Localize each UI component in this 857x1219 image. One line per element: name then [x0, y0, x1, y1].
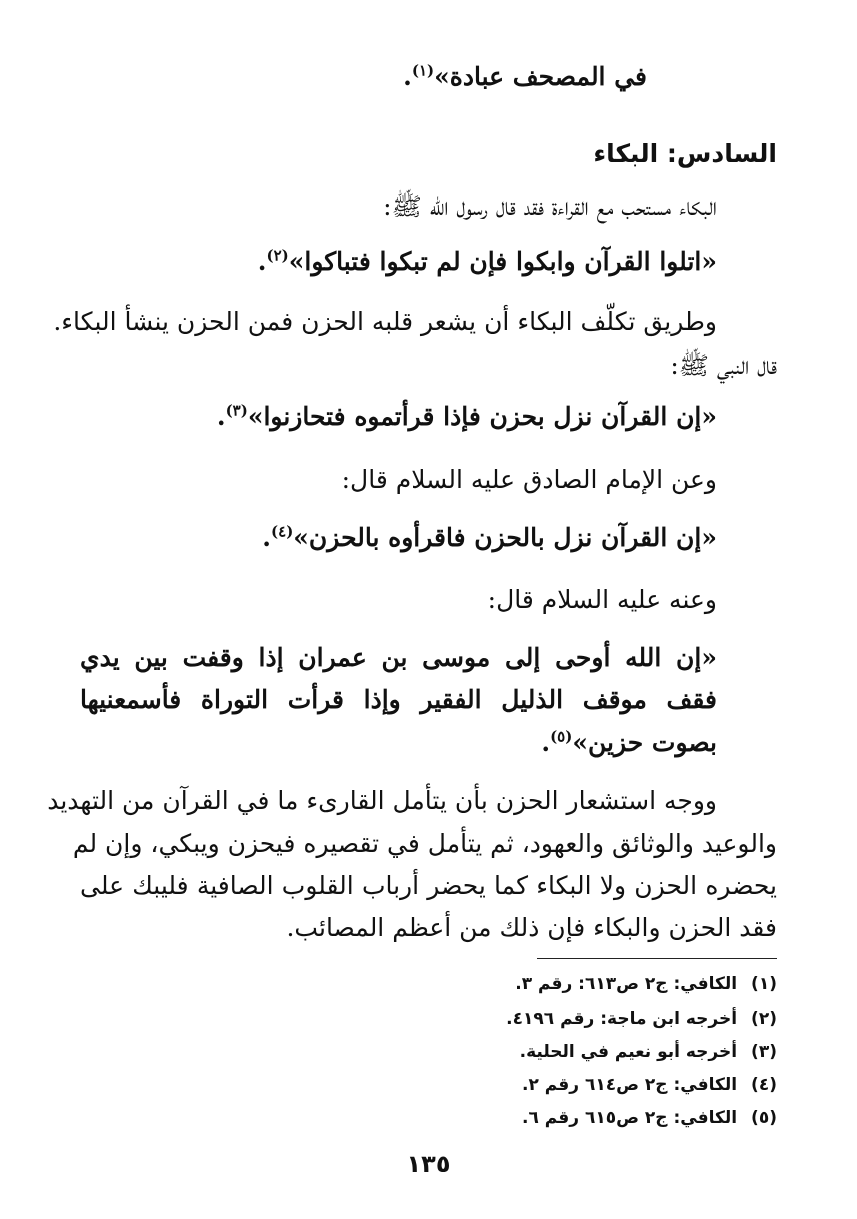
paragraph-final-line-2: والوعيد والوثائق والعهود، ثم يتأمل في تقصيره فيحزن ويبكي، وإن لم [72, 829, 777, 858]
paragraph-intro: البكاء مستحب مع القراءة فقد قال رسول الله ﷺ: [383, 192, 717, 221]
footnote-1 [80, 972, 777, 996]
footnote-ref-3: (٣) [225, 401, 248, 420]
paragraph-method: وطريق تكلّف البكاء أن يشعر قلبه الحزن فمن الحزن ينشأ البكاء. [53, 307, 717, 336]
quote-3 [80, 521, 717, 555]
footnote-2-text: أخرجه ابن ماجة: رقم ٤١٩٦. [506, 1009, 738, 1029]
footnote-2-number: (٢) [751, 1009, 777, 1029]
footnote-3 [80, 1040, 777, 1064]
quote-4-end: . [541, 728, 551, 757]
continuation-text: في المصحف عبادة» [434, 62, 647, 91]
continuation-line [80, 60, 647, 94]
paragraph-final-line-1: ووجه استشعار الحزن بأن يتأمل القارىء ما في القرآن من التهديد [47, 786, 717, 815]
quote-2-text: «إن القرآن نزل بحزن فإذا قرأتموه فتحازنوا» [247, 402, 717, 431]
quote-1-end: . [257, 247, 267, 276]
footnote-2 [80, 1007, 777, 1031]
quote-1-text: «اتلوا القرآن وابكوا فإن لم تبكوا فتباكوا» [288, 247, 717, 276]
page-number: ١٣٥ [406, 1150, 451, 1178]
footnote-5-number: (٥) [751, 1108, 777, 1128]
quote-3-text: «إن القرآن نزل بالحزن فاقرأوه بالحزن» [293, 523, 717, 552]
footnote-5-text: الكافي: ج٢ ص٦١٥ رقم ٦. [522, 1108, 738, 1128]
footnote-5 [80, 1106, 777, 1130]
paragraph-sadiq-said: وعن الإمام الصادق عليه السلام قال: [341, 465, 717, 494]
paragraph-prophet-said: قال النبي ﷺ: [670, 351, 777, 380]
paragraph-final-line-3: يحضره الحزن ولا البكاء كما يحضر أرباب القلوب الصافية فليبك على [80, 871, 777, 900]
footnote-3-number: (٣) [751, 1042, 777, 1062]
footnote-ref-1: (١) [411, 61, 435, 80]
footnote-4 [80, 1073, 777, 1097]
continuation-end: . [403, 62, 412, 91]
footnote-1-text: الكافي: ج٢ ص٦١٣: رقم ٣. [515, 974, 738, 994]
footnote-ref-4: (٤) [271, 522, 294, 541]
footnote-4-text: الكافي: ج٢ ص٦١٤ رقم ٢. [522, 1075, 738, 1095]
quote-4-line-2: فقف موقف الذليل الفقير وإذا قرأت التوراة فأسمعنيها [80, 685, 717, 714]
footnote-ref-2: (٢) [266, 246, 289, 265]
quote-2-end: . [216, 402, 226, 431]
footnote-divider [537, 958, 777, 959]
footnote-3-text: أخرجه أبو نعيم في الحلية. [519, 1042, 738, 1062]
section-heading: السادس: البكاء [593, 139, 777, 168]
paragraph-final-line-4: فقد الحزن والبكاء فإن ذلك من أعظم المصائب. [286, 913, 777, 942]
quote-2 [80, 400, 717, 434]
quote-4-line-1: «إن الله أوحى إلى موسى بن عمران إذا وقفت بين يدي [80, 643, 717, 672]
footnote-4-number: (٤) [751, 1075, 777, 1095]
quote-4-text-end: بصوت حزين» [572, 728, 717, 757]
quote-4-line-3 [80, 726, 717, 760]
paragraph-he-said: وعنه عليه السلام قال: [487, 585, 717, 614]
footnote-ref-5: (٥) [550, 727, 573, 746]
quote-1 [80, 245, 717, 279]
quote-3-end: . [262, 523, 272, 552]
footnote-1-number: (١) [751, 974, 777, 994]
